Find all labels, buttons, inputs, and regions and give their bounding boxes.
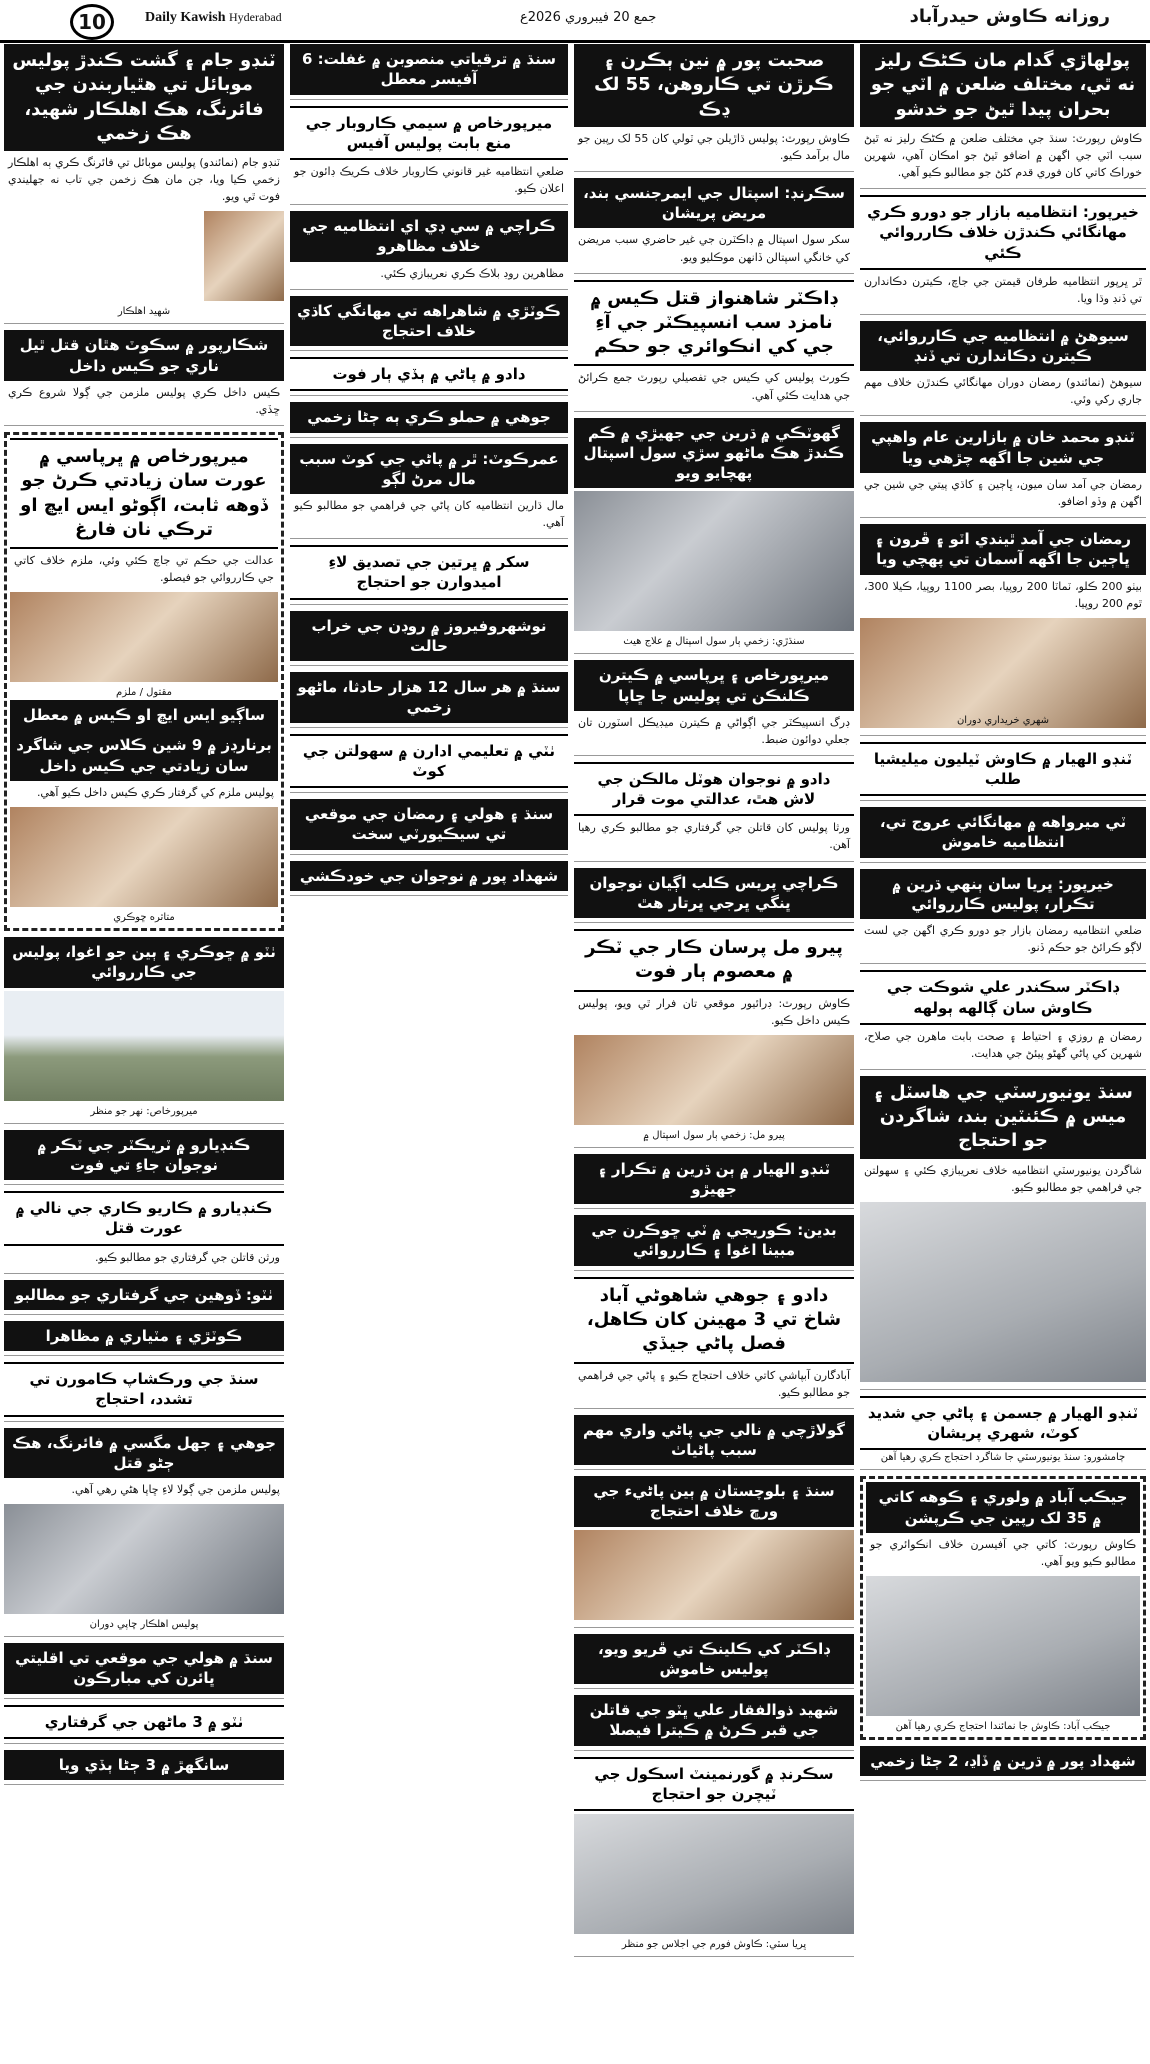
column-4 xyxy=(4,44,284,2060)
headline: ٽي ميرواهه ۾ مهانگائي عروج تي، انتظاميه خاموش xyxy=(860,807,1146,858)
story xyxy=(290,402,568,437)
story xyxy=(574,1695,854,1751)
story-text: ضلعي انتظاميه غير قانوني ڪاروبار خلاف ڪريڪ ڊائون جو اعلان ڪيو. xyxy=(294,165,564,196)
hospital-photo xyxy=(574,491,854,631)
story xyxy=(290,106,568,206)
headline: سنڌ ۽ بلوچستان ۾ ٻين پاڻيء جي ورڇ خلاف احتجاج xyxy=(574,1476,854,1527)
paper-city-en: Hyderabad xyxy=(229,10,282,24)
story xyxy=(860,970,1146,1070)
story-text: آبادگارن آبپاشي کاتي خلاف احتجاج ڪيو ۽ پاڻي جي فراهمي جو مطالبو ڪيو. xyxy=(578,1368,850,1399)
photo-caption: سنڌڙي: زخمي ٻار سول اسپتال ۾ علاج هيٺ xyxy=(623,636,805,648)
story xyxy=(290,296,568,352)
photo-caption: شهري خريداري دوران xyxy=(956,714,1050,726)
headline: سانگهڙ ۾ 3 ڄڻا ٻڏي ويا xyxy=(4,1750,284,1780)
story-text: بيٺو 200 ڪلو، ٽماٽا 200 روپيا، بصر 1100 روپيا، ڪيلا 300، ٿوم 200 روپيا. xyxy=(864,579,1142,610)
story xyxy=(574,1277,854,1409)
story xyxy=(290,545,568,605)
headline: شهيد ذوالفقار علي ڀٽو جي قاتلن جي قبر ڪرڻ ۾ ڪيترا فيصلا xyxy=(574,1695,854,1746)
headline: ٺٽي ۾ تعليمي ادارن ۾ سهولتن جي کوٽ xyxy=(290,734,568,789)
headline: سنڌ يونيورسٽي جي هاسٽل ۽ ميس ۾ ڪئنٽين بند، شاگردن جو احتجاج xyxy=(860,1076,1146,1159)
story xyxy=(4,1362,284,1422)
headline: دادو ۽ جوهي شاهوڻي آباد شاخ تي 3 مهينن کان ڪاهل، فصل پاڻي جيڏي xyxy=(574,1277,854,1364)
meeting-photo xyxy=(574,1814,854,1934)
photo-caption: پيرو مل: زخمي ٻار سول اسپتال ۾ xyxy=(643,1129,785,1141)
story-text: سيوهڻ (نمائندو) رمضان دوران مهانگائي ڪندڙن خلاف مهم جاري رکي وئي. xyxy=(864,376,1142,407)
headline: ٽنڊو الهيار ۾ جسمن ۽ پاڻي جي شديد کوٽ، شهري پريشان xyxy=(860,1396,1146,1451)
headline: سڪرنڊ ۾ گورنمينٽ اسڪول جي ٽيچرن جو احتجاج xyxy=(574,1757,854,1812)
headline: ساڳيو ايس ايڇ او ڪيس ۾ معطل xyxy=(10,700,278,730)
paper-name-en xyxy=(145,10,282,26)
headline: رمضان جي آمد ٿيندي اٽو ۽ ڦرون ۽ ڀاڄين جا اگهه آسمان تي پهچي ويا xyxy=(860,524,1146,575)
story xyxy=(574,1634,854,1690)
headline: بدين: ڪوريجي ۾ ٽي ڇوڪرن جي مبينا اغوا ۽ ڪارروائي xyxy=(574,1215,854,1266)
story-text: مال ڌارين انتظاميه کان پاڻي جي فراهمي جو مطالبو ڪيو آهي. xyxy=(294,499,564,530)
portraits-photo xyxy=(574,1530,854,1620)
story xyxy=(860,195,1146,315)
story-text: ڪيس داخل ڪري پوليس ملزمن جي ڳولا شروع ڪري ڇڏي. xyxy=(8,385,280,416)
protest-photo xyxy=(860,1202,1146,1382)
story xyxy=(4,1321,284,1356)
column-3 xyxy=(290,44,568,2060)
headline: ڊاڪٽر سڪندر علي شوڪت جي ڪاوش سان ڳالهه ٻولهه xyxy=(860,970,1146,1025)
issue-date: جمع 20 فيبروري 2026ع xyxy=(520,10,657,25)
story xyxy=(4,937,284,1124)
photo-caption: ڀريا سٽي: ڪاوش فورم جي اجلاس جو منظر xyxy=(621,1939,807,1951)
story xyxy=(290,357,568,396)
headline: ڪنڊيارو ۾ ٽريڪٽر جي ٽڪر ۾ نوجوان جاءِ تي فوت xyxy=(4,1130,284,1181)
headline: دادو ۾ نوجوان هوٽل مالڪن جي لاش هٿ، عدالتي موت قرار xyxy=(574,762,854,817)
headline: ڪوٽڙي ۾ شاهراهه تي مهانگي کاڌي خلاف احتجاج xyxy=(290,296,568,347)
story xyxy=(290,861,568,896)
story xyxy=(574,762,854,862)
story-text: ڪاوش رپورٽ: ڊرائيور موقعي تان فرار ٿي ويو، پوليس ڪيس داخل ڪيو. xyxy=(578,996,850,1027)
page-number: 10 xyxy=(70,4,114,40)
story-text: ورثا پوليس کان قاتلن جي گرفتاري جو مطالبو ڪري رهيا آهن. xyxy=(578,821,850,852)
headline: شهداد پور ۾ ڌرين ۾ ڏاڍ، 2 ڄڻا زخمي xyxy=(860,1746,1146,1776)
story xyxy=(860,1076,1146,1390)
story-text: ڪاوش رپورٽ: سنڌ جي مختلف ضلعن ۾ ڪڻڪ رليز نه ٿيڻ سبب اٽي جي اگهن ۾ اضافو ٿيڻ جو امڪان آهي، شهرين خوراڪ کاتي کان فوري قدم کڻڻ جو مطالبو ڪيو آهي. xyxy=(864,131,1142,179)
headline: سکر ۾ ڀرتين جي تصديق لاءِ اميدوارن جو احتجاج xyxy=(290,545,568,600)
story xyxy=(4,330,284,426)
story-text: ڪورٽ پوليس کي ڪيس جي تفصيلي رپورٽ جمع ڪرائڻ جي هدايت ڪئي آهي. xyxy=(578,371,850,402)
photo-caption: ميرپورخاص: نهر جو منظر xyxy=(90,1105,198,1117)
headline: ڪراچي پريس ڪلب اڳيان نوجوان ڀنگي ڀرجي ڀرتار هٿ xyxy=(574,868,854,919)
story xyxy=(290,799,568,855)
headline: ڊاڪٽر کي ڪلينڪ تي ڦريو ويو، پوليس خاموش xyxy=(574,1634,854,1685)
headline: گولاڙچي ۾ نالي جي پاڻي واري مهم سبب پاڻياٺ xyxy=(574,1415,854,1466)
story-text: پوليس ملزم کي گرفتار ڪري ڪيس داخل ڪيو آهي. xyxy=(36,785,274,799)
headline: ٽنڊو محمد خان ۾ بازارين عام واهپي جي شين جا اگهه چڙهي ويا xyxy=(860,422,1146,473)
story xyxy=(4,1705,284,1744)
photo-caption: پوليس اهلڪار ڇاپي دوران xyxy=(89,1619,199,1631)
story-text: ڪاوش رپورٽ: پوليس ڌاڙيلن جي ٽولي کان 55 لک رپين جو مال برآمد ڪيو. xyxy=(578,131,850,162)
story-text: سکر سول اسپتال ۾ ڊاڪٽرن جي غير حاضري سبب مريضن کي خانگي اسپتالن ڏانهن موڪليو ويو. xyxy=(578,233,850,264)
story xyxy=(860,321,1146,417)
paper-name-sd: روزانه ڪاوش حيدرآباد xyxy=(909,6,1110,27)
story xyxy=(4,44,284,324)
headline: شهداد پور ۾ نوجوان جي خودڪشي xyxy=(290,861,568,891)
story xyxy=(290,611,568,667)
paper-title-en: Daily Kawish xyxy=(145,10,226,25)
story xyxy=(574,280,854,412)
headline: سنڌ ۾ ترقياتي منصوبن ۾ غفلت: 6 آفيسر معطل xyxy=(290,44,568,95)
headline: جيڪب آباد ۾ ولوري ۽ ڪوهه کاتي ۾ 35 لک رپين جي ڪرپشن xyxy=(866,1482,1140,1533)
story xyxy=(574,660,854,756)
story xyxy=(290,44,568,100)
headline: پولهاڙي گدام مان ڪڻڪ رليز نه ٿي، مختلف ضلعن ۾ اٽي جو بحران پيدا ٿيڻ جو خدشو xyxy=(860,44,1146,127)
story xyxy=(4,1428,284,1638)
story xyxy=(574,1757,854,1958)
headline: ميرپورخاص ۾ ڀرپاسي ۾ عورت سان زيادتي ڪرڻ جو ڏوهه ثابت، اڳوڻو ايس ايڇ او ترڪي نان فارغ xyxy=(10,438,278,549)
story-text: رمضان جي آمد سان ميون، ڀاڄين ۽ کاڌي پيتي جي شين جي اگهن ۾ وڏو اضافو. xyxy=(864,477,1142,509)
headline: ٺٽو ۾ ڇوڪري ۽ ٻين جو اغوا، پوليس جي ڪارروائي xyxy=(4,937,284,988)
victim-photo xyxy=(574,1035,854,1125)
headline: خيرپور: انتظاميه بازار جو دورو ڪري مهانگائي ڪندڙن خلاف ڪارروائي ڪئي xyxy=(860,195,1146,270)
story-text: رمضان ۾ روزي ۽ احتياط ۽ صحت بابت ماهرن جي صلاح، شهرين کي پاڻي گهڻو پيئڻ جي هدايت. xyxy=(864,1029,1142,1060)
headline: صحبت پور ۾ نين ٻڪرن ۽ ڪرڙن تي ڪاروهن، 55 لک ڍڪ xyxy=(574,44,854,127)
story xyxy=(860,742,1146,802)
headline: دادو ۾ پاڻي ۾ ٻڏي ٻار فوت xyxy=(290,357,568,391)
column-2 xyxy=(574,44,854,2060)
headline: برنارڊز ۾ 9 شين ڪلاس جي شاگرد سان زيادتي جي ڪيس داخل xyxy=(10,730,278,781)
story xyxy=(290,672,568,728)
headline: ٺٽو ۾ 3 ماڻهن جي گرفتاري xyxy=(4,1705,284,1739)
story xyxy=(290,734,568,794)
story xyxy=(4,1130,284,1186)
story xyxy=(574,1415,854,1471)
photo-caption: متاثره ڇوڪري xyxy=(113,912,175,923)
story xyxy=(574,1476,854,1628)
headline: سڪرنڊ: اسپتال جي ايمرجنسي بند، مريض پريشان xyxy=(574,178,854,229)
portraits-photo xyxy=(10,592,278,682)
story-text: عدالت جي حڪم تي جاچ ڪئي وئي، ملزم خلاف کاتي جي ڪارروائي جو فيصلو. xyxy=(14,554,274,585)
story xyxy=(574,1154,854,1210)
headline: ٺٽو: ڏوهين جي گرفتاري جو مطالبو xyxy=(4,1280,284,1310)
headline: گهوٽڪي ۾ ڌرين جي جهيڙي ۾ ڪم ڪندڙ هڪ ماڻهو سڙي سول اسپتال پهچايو ويو xyxy=(574,418,854,489)
story xyxy=(4,1750,284,1785)
story xyxy=(574,44,854,172)
story-text: ورثن قاتلن جي گرفتاري جو مطالبو ڪيو. xyxy=(94,1250,280,1264)
story-text: شاگردن يونيورسٽي انتظاميه خلاف نعريبازي ڪئي ۽ سهولتن جي فراهمي جو مطالبو ڪيو. xyxy=(864,1163,1142,1194)
market-photo xyxy=(860,618,1146,728)
story xyxy=(860,1746,1146,1781)
headline: جوهي ۾ حملو ڪري ٻه ڄڻا زخمي xyxy=(290,402,568,432)
headline: سنڌ ۾ هولي جي موقعي تي اقليتي ڀائرن کي مبارڪون xyxy=(4,1643,284,1694)
story-text: ضلعي انتظاميه رمضان بازار جو دورو ڪري اگهن جي لسٽ لاڳو ڪرائڻ جو حڪم ڏنو. xyxy=(864,924,1142,955)
story-text: ڪاوش رپورٽ: کاتي جي آفيسرن خلاف انڪوائري جو مطالبو ڪيو ويو آهي. xyxy=(870,1537,1136,1568)
headline: جوهي ۽ جهل مگسي ۾ فائرنگ، هڪ ڄڻو قتل xyxy=(4,1428,284,1479)
headline: سنڌ ۽ هولي ۽ رمضان جي موقعي تي سيڪيورٽي سخت xyxy=(290,799,568,850)
photo-caption: ڄامشورو: سنڌ يونيورسٽي جا شاگرد احتجاج ڪري رهيا آهن xyxy=(880,1452,1126,1464)
story-text: مظاهرين روڊ بلاڪ ڪري نعريبازي ڪئي. xyxy=(380,266,564,280)
story xyxy=(574,868,854,924)
column-1 xyxy=(860,44,1146,2060)
story-text: ڊرگ انسپيڪٽر جي اڳواڻي ۾ ڪيترن ميڊيڪل اسٽورن تان جعلي دوائون ضبط. xyxy=(578,715,850,746)
story xyxy=(290,444,568,540)
headline: سيوهڻ ۾ انتظاميه جي ڪارروائي، ڪيترن دڪاندارن تي ڏنڊ xyxy=(860,321,1146,372)
story xyxy=(4,1280,284,1315)
story xyxy=(574,418,854,655)
headline: ميرپورخاص ۾ سيمي ڪاروبار جي منع بابت پوليس آفيس xyxy=(290,106,568,161)
headline: ڊاڪٽر شاهنواز قتل ڪيس ۾ نامزد سب انسپيڪٽر جي آءِ جي کي انڪوائري جو حڪم xyxy=(574,280,854,367)
story xyxy=(860,1476,1146,1740)
protest-photo xyxy=(866,1576,1140,1716)
girl-photo xyxy=(10,807,278,907)
headline: خيرپور: ڀريا سان ٻنهي ڌرين ۾ تڪرار، پوليس ڪارروائي xyxy=(860,869,1146,920)
story xyxy=(860,44,1146,189)
headline: نوشهروفيروز ۾ روڊن جي خراب حالت xyxy=(290,611,568,662)
story-text: ٿر ڀرپور انتظاميه طرفان قيمتن جي جاچ، ڪيترن دڪاندارن تي ڏنڊ وڌا ويا. xyxy=(864,274,1142,305)
photo-caption: مقتول / ملزم xyxy=(116,687,172,699)
story xyxy=(574,929,854,1148)
story xyxy=(574,178,854,274)
headline: ڪنڊيارو ۾ ڪاريو ڪاري جي نالي ۾ عورت قتل xyxy=(4,1191,284,1246)
story-text: ٽنڊو جام (نمائندو) پوليس موبائل تي فائرنگ ڪري ٻه اهلڪار زخمي ڪيا ويا، جن مان هڪ زخمن جي تاب نه جهليندي فوت ٿي ويو. xyxy=(8,156,280,204)
headline: ميرپورخاص ۽ ڀرپاسي ۾ ڪيترن ڪلنڪن تي پوليس جا ڇاپا xyxy=(574,660,854,711)
story xyxy=(4,1191,284,1274)
story xyxy=(860,524,1146,736)
story-text: پوليس ملزمن جي ڳولا لاءِ ڇاپا هڻي رهي آهي. xyxy=(71,1483,280,1497)
story xyxy=(4,1643,284,1699)
story xyxy=(860,422,1146,518)
story xyxy=(4,432,284,931)
headline: ڪراچي ۾ سي ڊي اي انتظاميه جي خلاف مظاهرو xyxy=(290,211,568,262)
story xyxy=(860,807,1146,863)
headline: عمرڪوٽ: ٿر ۾ پاڻي جي کوٽ سبب مال مرڻ لڳو xyxy=(290,444,568,495)
masthead xyxy=(0,0,1150,43)
headline: ٽنڊو الهيار ۾ ٻن ڌرين ۾ تڪرار ۽ جهيڙو xyxy=(574,1154,854,1205)
photo-caption: شهيد اهلڪار xyxy=(117,306,171,318)
story xyxy=(574,1215,854,1271)
headline: ڪوٽڙي ۽ مٽياري ۾ مظاهرا xyxy=(4,1321,284,1351)
headline: سنڌ ۾ هر سال 12 هزار حادثا، ماڻهو زخمي xyxy=(290,672,568,723)
headline: ٽنڊو الهيار ۾ ڪاوش ٽيليون ميليشيا طلب xyxy=(860,742,1146,797)
story xyxy=(860,1396,1146,1471)
story xyxy=(290,211,568,290)
police-photo xyxy=(4,1504,284,1614)
headline: پيرو مل پرسان ڪار جي ٽڪر ۾ معصوم ٻار فوت xyxy=(574,929,854,992)
headline: ٽنڊو جام ۽ گشت ڪندڙ پوليس موبائل تي هٿياربندن جي فائرنگ، هڪ اهلڪار شهيد، هڪ زخمي xyxy=(4,44,284,151)
story xyxy=(860,869,1146,965)
portrait-photo xyxy=(204,211,284,301)
headline: شڪارپور ۾ سڪوٽ هٿان قتل ٿيل ناري جو ڪيس داخل xyxy=(4,330,284,381)
canal-photo xyxy=(4,991,284,1101)
photo-caption: جيڪب آباد: ڪاوش جا نمائندا احتجاج ڪري رهيا آهن xyxy=(895,1720,1111,1732)
headline: سنڌ جي ورڪشاپ ڪامورن تي تشدد، احتجاج xyxy=(4,1362,284,1417)
